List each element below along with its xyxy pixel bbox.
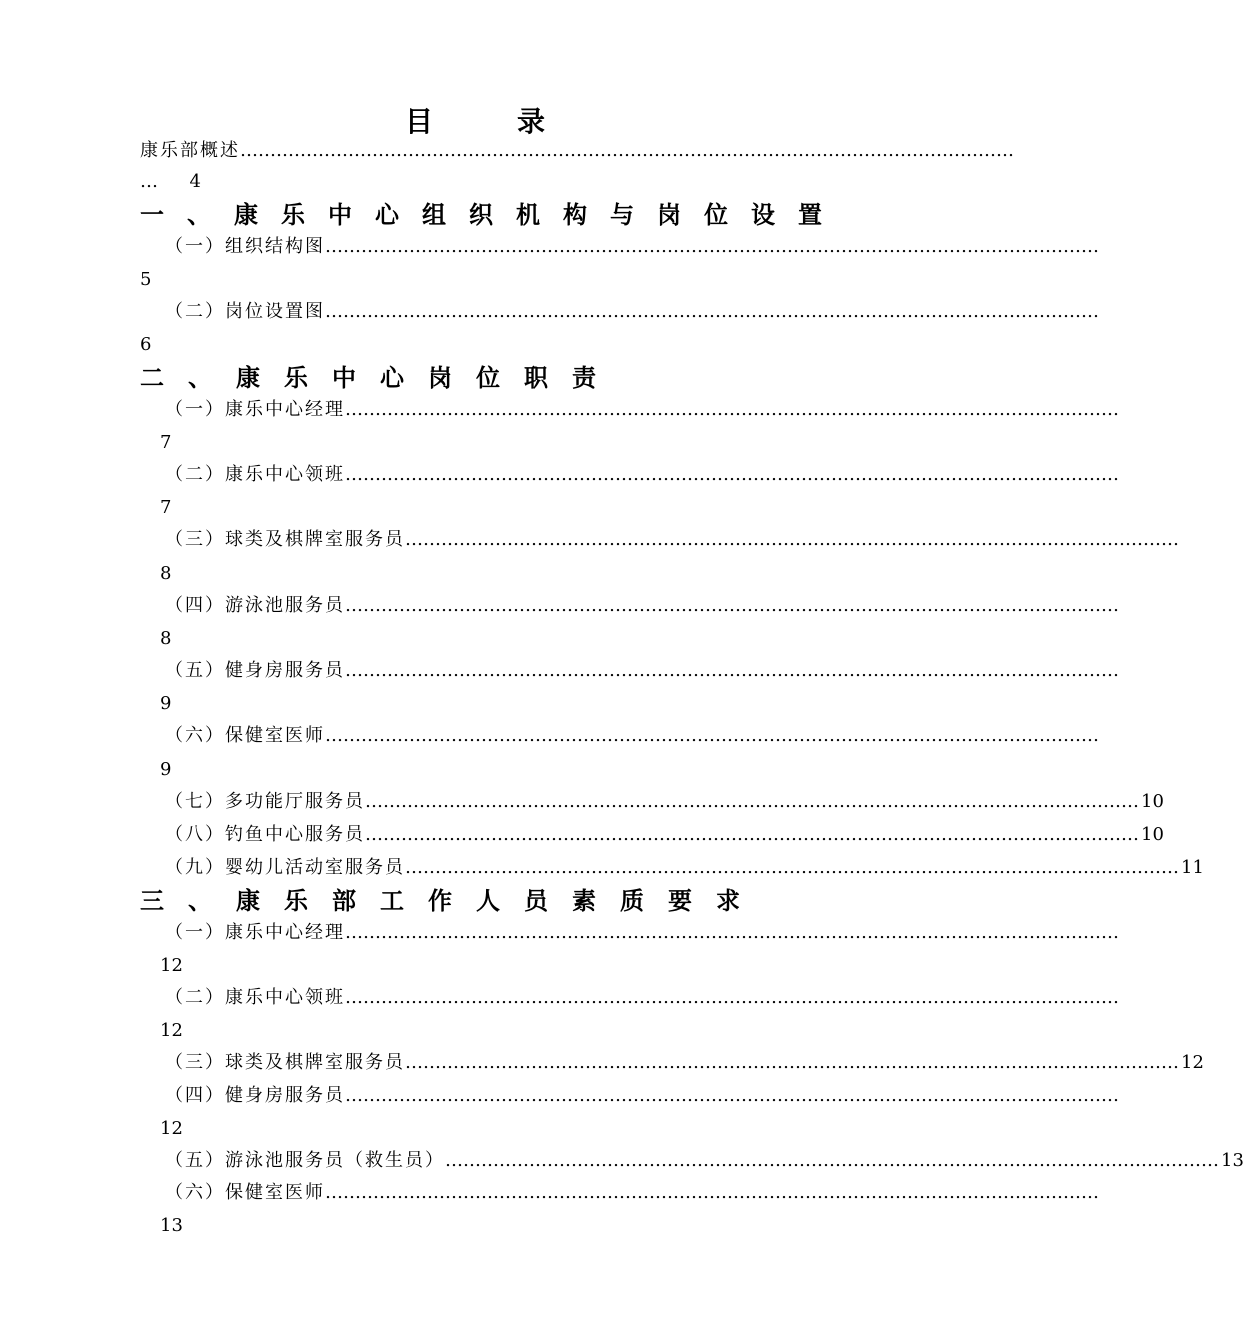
toc-entry[interactable] (165, 232, 1099, 262)
dot-leader: ………………………………………………………………………………………………………………… (240, 140, 1014, 161)
toc-entry[interactable] (165, 395, 1119, 425)
toc-entry[interactable] (165, 721, 1099, 751)
toc-entry-intro[interactable] (140, 136, 1014, 166)
toc-entry-page: 12 (160, 955, 183, 976)
toc-entry-page: 8 (160, 563, 172, 584)
dot-leader: ………………………………………………………………………………………………………………… (365, 791, 1139, 812)
toc-entry-label: （四）游泳池服务员 (165, 595, 345, 616)
dot-leader: ………………………………………………………………………………………………………………… (345, 464, 1119, 485)
toc-entry-label: （五）游泳池服务员（救生员） (165, 1150, 445, 1171)
toc-entry-page: 12 (1181, 1052, 1204, 1073)
dot-leader: ………………………………………………………………………………………………………………… (345, 1085, 1119, 1106)
dot-leader: ………………………………………………………………………………………………………………… (365, 824, 1139, 845)
toc-entry[interactable] (165, 1048, 1204, 1078)
toc-entry-page: 11 (1181, 857, 1204, 878)
toc-entry[interactable] (165, 918, 1119, 948)
toc-entry[interactable] (165, 297, 1099, 327)
dot-leader: ………………………………………………………………………………………………………………… (405, 857, 1179, 878)
toc-entry-page: 13 (160, 1215, 183, 1236)
dot-leader: ………………………………………………………………………………………………………………… (325, 725, 1099, 746)
dot-leader: ………………………………………………………………………………………………………………… (405, 1052, 1179, 1073)
toc-entry[interactable] (165, 787, 1164, 817)
toc-entry-label: （五）健身房服务员 (165, 660, 345, 681)
toc-entry-label: （一）康乐中心经理 (165, 399, 345, 420)
dot-leader: ………………………………………………………………………………………………………………… (345, 399, 1119, 420)
dot-leader: ………………………………………………………………………………………………………………… (325, 301, 1099, 322)
toc-title: 目录 (404, 105, 629, 138)
toc-entry-label: （四）健身房服务员 (165, 1085, 345, 1106)
toc-entry-label: （二）康乐中心领班 (165, 987, 345, 1008)
section-heading: 三、康乐部工作人员素质要求 (140, 887, 764, 915)
toc-entry-label: （三）球类及棋牌室服务员 (165, 1052, 405, 1073)
toc-entry-page: 10 (1141, 824, 1164, 845)
dot-leader: ………………………………………………………………………………………………………………… (405, 529, 1179, 550)
toc-entry-page: 10 (1141, 791, 1164, 812)
section-heading: 二、康乐中心岗位职责 (140, 364, 620, 392)
dot-leader: ………………………………………………………………………………………………………………… (345, 595, 1119, 616)
toc-entry[interactable] (165, 1146, 1244, 1176)
toc-entry-page: 5 (140, 269, 152, 290)
toc-entry-page: 13 (1221, 1150, 1244, 1171)
toc-entry-page: 12 (160, 1020, 183, 1041)
toc-entry-label: （九）婴幼儿活动室服务员 (165, 857, 405, 878)
toc-entry-label: 康乐部概述 (140, 140, 240, 161)
toc-entry-page: 4 (189, 171, 201, 192)
dot-leader: ………………………………………………………………………………………………………………… (345, 922, 1119, 943)
dot-leader: ………………………………………………………………………………………………………………… (325, 236, 1099, 257)
dot-leader: ………………………………………………………………………………………………………………… (445, 1150, 1219, 1171)
toc-entry[interactable] (165, 591, 1119, 621)
toc-entry-page: 6 (140, 334, 152, 355)
toc-entry-page-line (140, 170, 201, 194)
toc-entry[interactable] (165, 460, 1119, 490)
toc-entry-page: 12 (160, 1118, 183, 1139)
toc-entry[interactable] (165, 1178, 1099, 1208)
toc-entry-label: （二）岗位设置图 (165, 301, 325, 322)
section-heading: 一、康乐中心组织机构与岗位设置 (140, 201, 845, 229)
toc-entry-label: （二）康乐中心领班 (165, 464, 345, 485)
toc-entry-label: （六）保健室医师 (165, 725, 325, 746)
toc-entry-page: 7 (160, 497, 172, 518)
toc-entry-label: （七）多功能厅服务员 (165, 791, 365, 812)
toc-entry[interactable] (165, 820, 1164, 850)
toc-entry-page: 8 (160, 628, 172, 649)
dot-leader: ………………………………………………………………………………………………………………… (325, 1182, 1099, 1203)
toc-entry-page: 9 (160, 759, 172, 780)
dot-leader: ………………………………………………………………………………………………………………… (345, 987, 1119, 1008)
toc-entry-label: （八）钓鱼中心服务员 (165, 824, 365, 845)
dot-leader: ………………………………………………………………………………………………………………… (345, 660, 1119, 681)
toc-entry-label: （六）保健室医师 (165, 1182, 325, 1203)
toc-entry-page: 7 (160, 432, 172, 453)
toc-entry[interactable] (165, 983, 1119, 1013)
dot-leader-cont: … (140, 171, 158, 192)
toc-entry-page: 9 (160, 693, 172, 714)
toc-entry[interactable] (165, 525, 1179, 555)
toc-entry[interactable] (165, 1081, 1119, 1111)
toc-entry-label: （三）球类及棋牌室服务员 (165, 529, 405, 550)
toc-entry-label: （一）组织结构图 (165, 236, 325, 257)
toc-entry[interactable] (165, 853, 1204, 883)
toc-entry-label: （一）康乐中心经理 (165, 922, 345, 943)
toc-entry[interactable] (165, 656, 1119, 686)
